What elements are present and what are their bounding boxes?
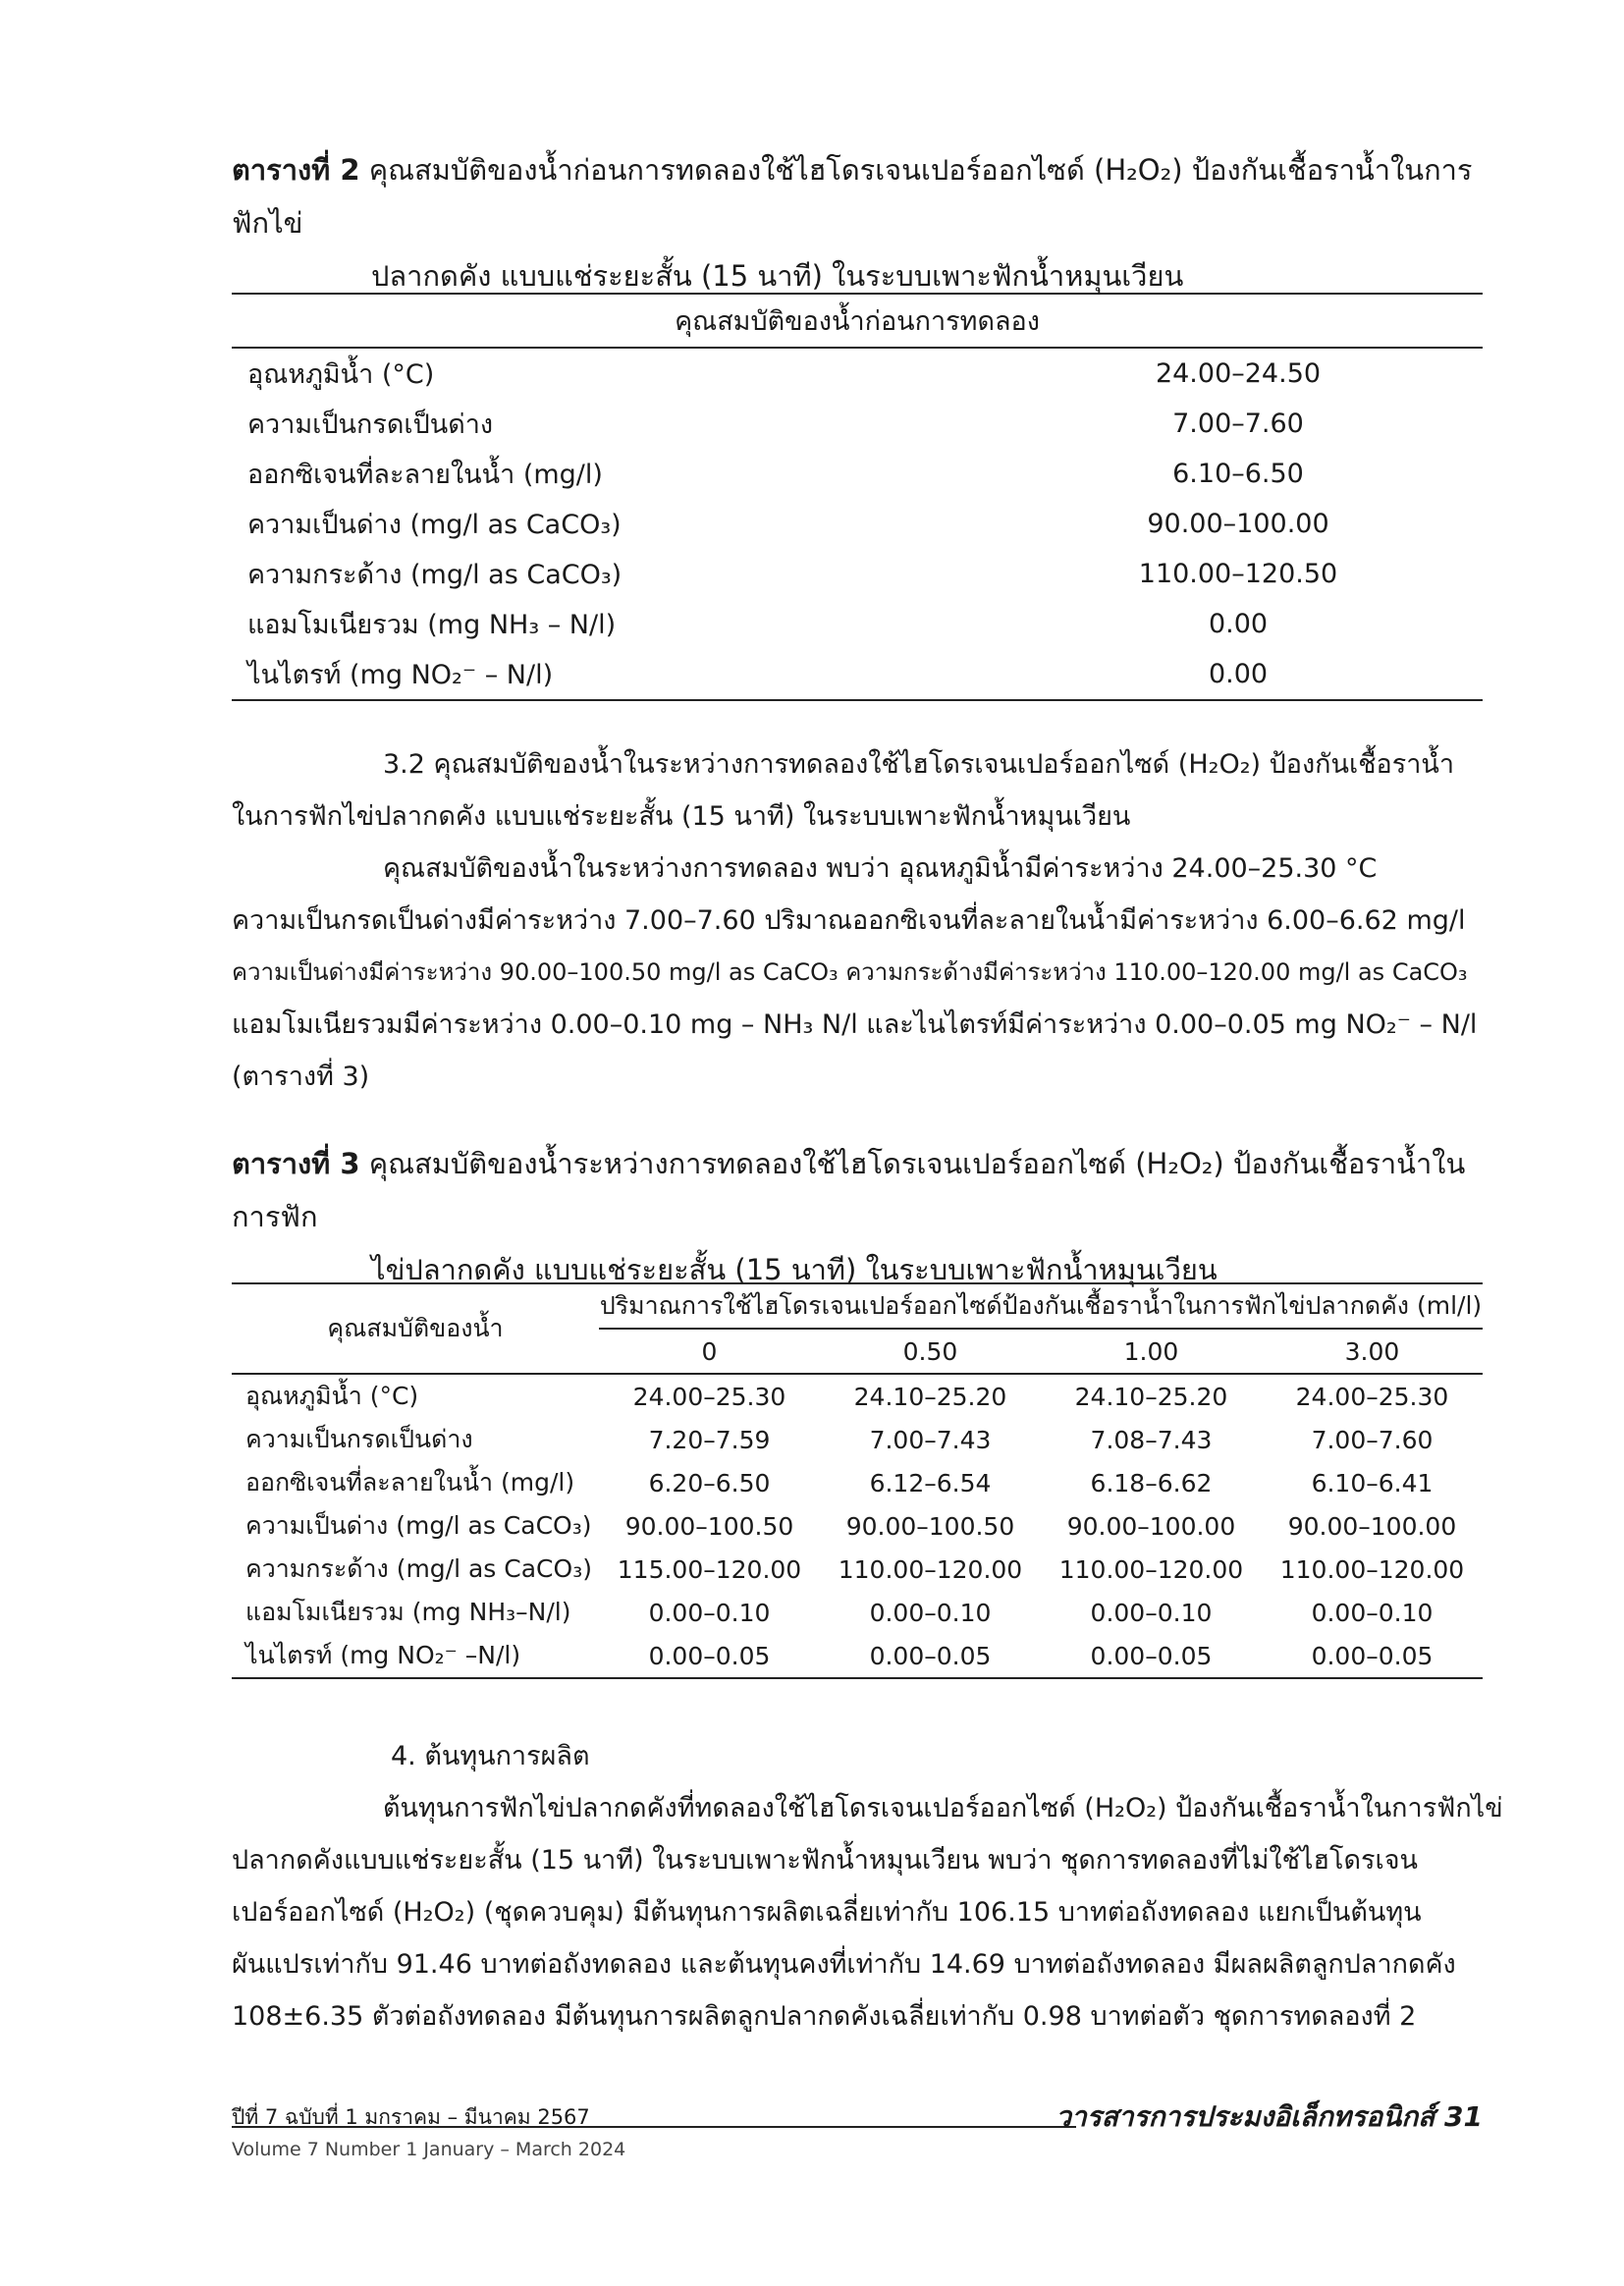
table3-row-name: ออกซิเจนที่ละลายในน้ำ (mg/l) xyxy=(245,1468,575,1497)
section32-body-line1: คุณสมบัติของน้ำในระหว่างการทดลอง พบว่า อุณหภูมิน้ำมีค่าระหว่าง 24.00–25.30 °C xyxy=(383,853,1378,884)
table3-row-name: แอมโมเนียรวม (mg NH₃–N/l) xyxy=(245,1598,571,1626)
table3-caption xyxy=(232,1137,1483,1296)
section4-line3: เปอร์ออกไซด์ (H₂O₂) (ชุดควบคุม) มีต้นทุนการผลิตเฉลี่ยเท่ากับ 106.15 บาทต่อถังทดลอง แยกเป็นต้นทุน xyxy=(232,1897,1422,1928)
table3-cell: 24.10–25.20 xyxy=(853,1382,1007,1411)
table-row xyxy=(232,1634,1483,1678)
table3-cell: 0.00–0.10 xyxy=(648,1598,771,1627)
section4-paragraph xyxy=(232,1730,1503,2042)
table2-caption-label: ตารางที่ 2 xyxy=(232,153,360,187)
section4-line2: ปลากดคังแบบแช่ระยะสั้น (15 นาที) ในระบบเพาะฟักน้ำหมุนเวียน พบว่า ชุดการทดลองที่ไม่ใช้ไฮโดรเจน xyxy=(232,1845,1418,1876)
table2-row-name: อุณหภูมิน้ำ (°C) xyxy=(247,359,435,390)
table3-cell: 6.12–6.54 xyxy=(869,1468,992,1497)
table3-cell: 6.18–6.62 xyxy=(1090,1468,1213,1497)
table3-cell: 90.00–100.50 xyxy=(624,1511,794,1541)
table2-row-value: 90.00–100.00 xyxy=(1147,509,1329,539)
table3-cell: 7.08–7.43 xyxy=(1090,1425,1213,1454)
table2-row-name: ความเป็นกรดเป็นด่าง xyxy=(247,409,494,440)
table3-cell: 7.00–7.60 xyxy=(1311,1425,1434,1454)
table3-cell: 90.00–100.50 xyxy=(845,1511,1015,1541)
table3-caption-line1: คุณสมบัติของน้ำระหว่างการทดลองใช้ไฮโดรเจนเปอร์ออกไซด์ (H₂O₂) ป้องกันเชื้อราน้ำในการฟัก xyxy=(232,1147,1466,1233)
table2-row-name: ความเป็นด่าง (mg/l as CaCO₃) xyxy=(247,510,622,540)
table3-dose-header: 3.00 xyxy=(1262,1329,1483,1374)
table3-row-name: อุณหภูมิน้ำ (°C) xyxy=(245,1382,419,1410)
table-row xyxy=(232,1504,1483,1548)
table3 xyxy=(232,1282,1483,1679)
table2-row-value: 7.00–7.60 xyxy=(1172,408,1304,439)
table3-cell: 0.00–0.10 xyxy=(1090,1598,1213,1627)
table2-header: คุณสมบัติของน้ำก่อนการทดลอง xyxy=(232,294,1483,348)
table3-dose-header: 1.00 xyxy=(1041,1329,1262,1374)
table2-row-name: ความกระด้าง (mg/l as CaCO₃) xyxy=(247,560,623,590)
table2-row-value: 0.00 xyxy=(994,649,1483,700)
table3-dose-header: 0 xyxy=(599,1329,820,1374)
table-row xyxy=(232,1418,1483,1461)
table3-row-name: ความเป็นกรดเป็นด่าง xyxy=(245,1425,473,1453)
table-row xyxy=(232,1591,1483,1634)
table2-row-name: ไนไตรท์ (mg NO₂⁻ – N/l) xyxy=(232,649,994,700)
table3-cell: 7.00–7.43 xyxy=(869,1425,992,1454)
table3-col0-header: คุณสมบัติของน้ำ xyxy=(232,1283,599,1374)
table-row xyxy=(232,549,1483,599)
section4-line4: ผันแปรเท่ากับ 91.46 บาทต่อถังทดลอง และต้นทุนคงที่เท่ากับ 14.69 บาทต่อถังทดลอง มีผลผลิตลูกปลากดคัง xyxy=(232,1949,1456,1980)
table3-cell: 0.00–0.10 xyxy=(869,1598,992,1627)
table3-dose-header: 0.50 xyxy=(820,1329,1041,1374)
table2-caption-line1: คุณสมบัติของน้ำก่อนการทดลองใช้ไฮโดรเจนเปอร์ออกไซด์ (H₂O₂) ป้องกันเชื้อราน้ำในการฟักไข่ xyxy=(232,153,1473,240)
table3-cell: 115.00–120.00 xyxy=(617,1554,802,1584)
table-row xyxy=(232,499,1483,549)
table3-cell: 6.20–6.50 xyxy=(648,1468,771,1497)
table3-cell: 6.10–6.41 xyxy=(1311,1468,1434,1497)
table3-cell: 90.00–100.00 xyxy=(1287,1511,1457,1541)
section32-body-line3: ความเป็นด่างมีค่าระหว่าง 90.00–100.50 mg/l as CaCO₃ ความกระด้างมีค่าระหว่าง 110.00–120.00 mg/l as CaCO₃ xyxy=(232,958,1468,986)
table3-cell: 0.00–0.10 xyxy=(1311,1598,1434,1627)
section32-paragraph xyxy=(232,738,1483,1103)
footer-divider xyxy=(232,2126,1076,2128)
table-row xyxy=(232,1461,1483,1504)
table-row xyxy=(232,649,1483,700)
table2-row-value: 0.00 xyxy=(1208,609,1269,639)
table2-row-name: แอมโมเนียรวม (mg NH₃ – N/l) xyxy=(247,610,617,640)
table3-cell: 24.00–25.30 xyxy=(632,1382,786,1411)
footer-journal-page: วารสารการประมงอิเล็กทรอนิกส์ 31 xyxy=(1056,2100,1483,2133)
footer-issue-english: Volume 7 Number 1 January – March 2024 xyxy=(232,2139,626,2160)
table-row xyxy=(232,1374,1483,1418)
table2-caption xyxy=(232,143,1483,302)
table-row xyxy=(232,449,1483,499)
table2-caption-line2: ปลากดคัง แบบแช่ระยะสั้น (15 นาที) ในระบบเพาะฟักน้ำหมุนเวียน xyxy=(371,259,1184,293)
table3-cell: 110.00–120.00 xyxy=(1058,1554,1244,1584)
table2 xyxy=(232,293,1483,701)
section4-line1: ต้นทุนการฟักไข่ปลากดคังที่ทดลองใช้ไฮโดรเจนเปอร์ออกไซด์ (H₂O₂) ป้องกันเชื้อราน้ำในการฟักไข่ xyxy=(383,1793,1503,1823)
table3-cell: 0.00–0.05 xyxy=(1262,1634,1483,1678)
table2-row-value: 6.10–6.50 xyxy=(1172,459,1304,489)
table2-row-value: 24.00–24.50 xyxy=(1155,358,1322,389)
section4-line5: 108±6.35 ตัวต่อถังทดลอง มีต้นทุนการผลิตลูกปลากดคังเฉลี่ยเท่ากับ 0.98 บาทต่อตัว ชุดการทดลองที่ 2 xyxy=(232,2001,1417,2032)
table3-row-name: ความกระด้าง (mg/l as CaCO₃) xyxy=(245,1554,592,1583)
table3-cell: 0.00–0.05 xyxy=(599,1634,820,1678)
page xyxy=(232,0,1503,2286)
table3-caption-line2: ไข่ปลากดคัง แบบแช่ระยะสั้น (15 นาที) ในระบบเพาะฟักน้ำหมุนเวียน xyxy=(371,1253,1218,1286)
section32-body-line5: (ตารางที่ 3) xyxy=(232,1061,370,1092)
table-row xyxy=(232,348,1483,399)
table3-cell: 24.10–25.20 xyxy=(1074,1382,1228,1411)
section32-heading-line1: 3.2 คุณสมบัติของน้ำในระหว่างการทดลองใช้ไฮโดรเจนเปอร์ออกไซด์ (H₂O₂) ป้องกันเชื้อราน้ำ xyxy=(383,749,1455,780)
table3-row-name: ไนไตรท์ (mg NO₂⁻ –N/l) xyxy=(232,1634,599,1678)
table-row xyxy=(232,599,1483,649)
table2-row-name: ออกซิเจนที่ละลายในน้ำ (mg/l) xyxy=(247,460,603,490)
table3-cell: 24.00–25.30 xyxy=(1295,1382,1449,1411)
table3-cell: 110.00–120.00 xyxy=(838,1554,1023,1584)
footer-issue-thai: ปีที่ 7 ฉบับที่ 1 มกราคม – มีนาคม 2567 xyxy=(232,2105,590,2129)
table3-row-name: ความเป็นด่าง (mg/l as CaCO₃) xyxy=(245,1511,592,1540)
table-row xyxy=(232,1548,1483,1591)
section32-heading-line2: ในการฟักไข่ปลากดคัง แบบแช่ระยะสั้น (15 นาที) ในระบบเพาะฟักน้ำหมุนเวียน xyxy=(232,801,1131,832)
section4-heading: 4. ต้นทุนการผลิต xyxy=(391,1741,590,1771)
table-row xyxy=(232,399,1483,449)
table3-group-header: ปริมาณการใช้ไฮโดรเจนเปอร์ออกไซด์ป้องกันเชื้อราน้ำในการฟักไข่ปลากดคัง (ml/l) xyxy=(599,1283,1483,1329)
section32-body-line2: ความเป็นกรดเป็นด่างมีค่าระหว่าง 7.00–7.60 ปริมาณออกซิเจนที่ละลายในน้ำมีค่าระหว่าง 6.00–6.62 mg/l xyxy=(232,905,1466,936)
table2-row-value: 110.00–120.50 xyxy=(1138,559,1338,589)
section32-body-line4: แอมโมเนียรวมมีค่าระหว่าง 0.00–0.10 mg – NH₃ N/l และไนไตรท์มีค่าระหว่าง 0.00–0.05 mg NO₂⁻ – N/l xyxy=(232,1009,1478,1040)
table3-caption-label: ตารางที่ 3 xyxy=(232,1147,360,1180)
table3-cell: 110.00–120.00 xyxy=(1279,1554,1465,1584)
table3-cell: 0.00–0.05 xyxy=(820,1634,1041,1678)
table3-cell: 7.20–7.59 xyxy=(648,1425,771,1454)
table3-cell: 0.00–0.05 xyxy=(1041,1634,1262,1678)
table3-cell: 90.00–100.00 xyxy=(1066,1511,1236,1541)
